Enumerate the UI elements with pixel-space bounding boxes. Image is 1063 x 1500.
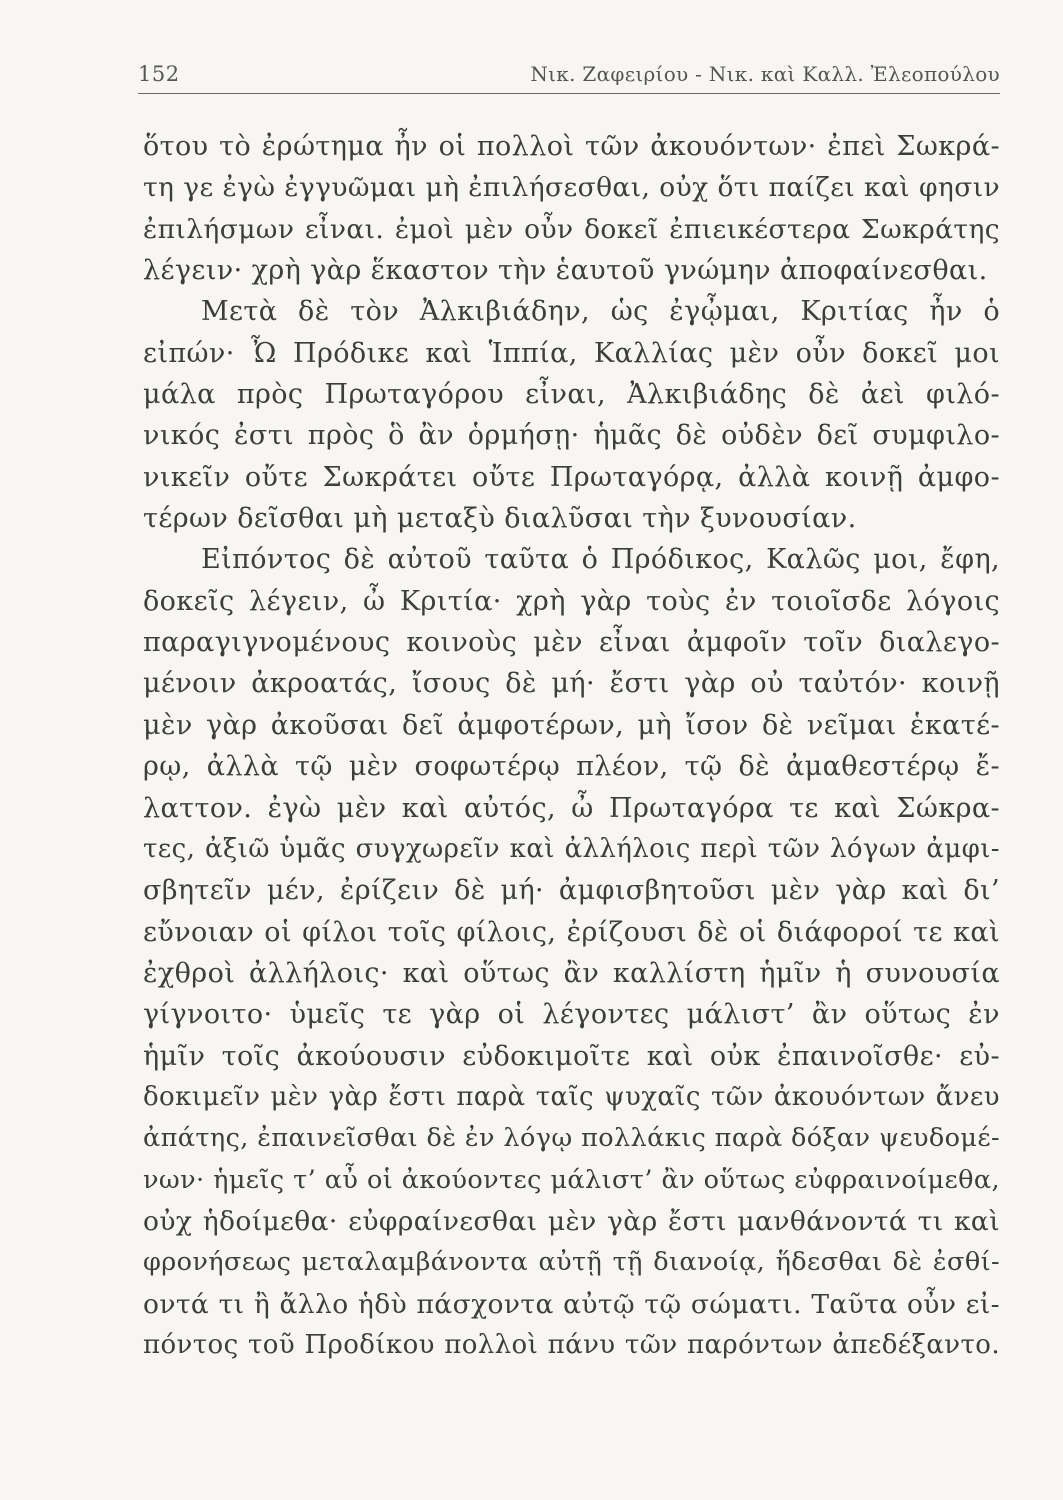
text-line: λέγειν· χρὴ γὰρ ἕκαστον τὴν ἑαυτοῦ γνώμην ἀποφαίνεσθαι.	[143, 255, 988, 287]
text-line: παραγιγνομένους κοινοὺς μὲν εἶναι ἀμφοῖν τοῖν διαλεγο-	[143, 627, 1000, 659]
running-head	[138, 58, 1000, 92]
running-title: Νικ. Ζαφειρίου - Νικ. καὶ Καλλ. Ἐλεοπούλου	[530, 62, 1000, 86]
text-line: λαττον. ἐγὼ μὲν καὶ αὐτός, ὦ Πρωταγόρα τε καὶ Σώκρα-	[143, 792, 1000, 824]
text-line: σβητεῖν μέν, ἐρίζειν δὲ μή· ἀμφισβητοῦσι μὲν γὰρ καὶ δι’	[143, 875, 1000, 907]
text-line: δοκιμεῖν μὲν γὰρ ἔστι παρὰ ταῖς ψυχαῖς τῶν ἀκουόντων ἄνευ	[143, 1081, 1000, 1112]
header-rule	[138, 93, 1000, 94]
text-line: τέρων δεῖσθαι μὴ μεταξὺ διαλῦσαι τὴν ξυνουσίαν.	[143, 503, 857, 535]
text-line: νων· ἡμεῖς τ’ αὖ οἱ ἀκούοντες μάλιστ’ ἂν οὕτως εὐφραινοίμεθα,	[143, 1164, 1000, 1195]
text-line: ἡμῖν τοῖς ἀκούουσιν εὐδοκιμοῖτε καὶ οὐκ ἐπαινοῖσθε· εὐ-	[143, 1040, 1000, 1072]
text-line: οντά τι ἢ ἄλλο ἡδὺ πάσχοντα αὐτῷ τῷ σώματι. Ταῦτα οὖν εἰ-	[143, 1288, 1000, 1320]
text-line: φρονήσεως μεταλαμβάνοντα αὐτῇ τῇ διανοίᾳ, ἥδεσθαι δὲ ἐσθί-	[143, 1247, 1000, 1278]
text-line: οὐχ ἡδοίμεθα· εὐφραίνεσθαι μὲν γὰρ ἔστι μανθάνοντά τι καὶ	[143, 1205, 1000, 1237]
text-line: ὅτου τὸ ἐρώτημα ἦν οἱ πολλοὶ τῶν ἀκουόντων· ἐπεὶ Σωκρά-	[143, 131, 1000, 162]
text-line: εὔνοιαν οἱ φίλοι τοῖς φίλοις, ἐρίζουσι δὲ οἱ διάφοροί τε καὶ	[143, 916, 1000, 948]
text-line: πόντος τοῦ Προδίκου πολλοὶ πάνυ τῶν παρόντων ἀπεδέξαντο.	[143, 1329, 1000, 1360]
text-line: μάλα πρὸς Πρωταγόρου εἶναι, Ἀλκιβιάδης δὲ ἀεὶ φιλό-	[143, 379, 1000, 411]
page-number: 152	[138, 62, 180, 86]
text-line: ἐπιλήσμων εἶναι. ἐμοὶ μὲν οὖν δοκεῖ ἐπιεικέστερα Σωκράτης	[143, 213, 1000, 245]
text-line: νικεῖν οὔτε Σωκράτει οὔτε Πρωταγόρᾳ, ἀλλὰ κοινῇ ἀμφο-	[143, 461, 1000, 493]
text-line: δοκεῖς λέγειν, ὦ Κριτία· χρὴ γὰρ τοὺς ἐν τοιοῖσδε λόγοις	[143, 585, 1000, 617]
text-line: μὲν γὰρ ἀκοῦσαι δεῖ ἀμφοτέρων, μὴ ἴσον δὲ νεῖμαι ἑκατέ-	[143, 709, 1000, 741]
text-line: εἰπών· Ὦ Πρόδικε καὶ Ἱππία, Καλλίας μὲν οὖν δοκεῖ μοι	[143, 337, 1000, 369]
text-line: γίγνοιτο· ὑμεῖς τε γὰρ οἱ λέγοντες μάλιστ’ ἂν οὕτως ἐν	[143, 999, 1000, 1031]
text-line: ἀπάτης, ἐπαινεῖσθαι δὲ ἐν λόγῳ πολλάκις παρὰ δόξαν ψευδομέ-	[143, 1123, 1000, 1154]
text-line: Μετὰ δὲ τὸν Ἀλκιβιάδην, ὡς ἐγᾦμαι, Κριτίας ἦν ὁ	[201, 296, 1000, 328]
text-line: τες, ἀξιῶ ὑμᾶς συγχωρεῖν καὶ ἀλλήλοις περὶ τῶν λόγων ἀμφι-	[143, 833, 1000, 864]
text-line: Εἰπόντος δὲ αὐτοῦ ταῦτα ὁ Πρόδικος, Καλῶς μοι, ἔφη,	[201, 544, 1000, 576]
text-line: μένοιν ἀκροατάς, ἴσους δὲ μή· ἔστι γὰρ οὐ ταὐτόν· κοινῇ	[143, 668, 1000, 700]
text-line: τη γε ἐγὼ ἐγγυῶμαι μὴ ἐπιλήσεσθαι, οὐχ ὅτι παίζει καὶ φησιν	[143, 172, 1000, 204]
text-line: ἐχθροὶ ἀλλήλοις· καὶ οὕτως ἂν καλλίστη ἡμῖν ἡ συνουσία	[143, 957, 1000, 989]
body-text	[143, 126, 1000, 1366]
text-line: νικός ἐστι πρὸς ὃ ἂν ὁρμήσῃ· ἡμᾶς δὲ οὐδὲν δεῖ συμφιλο-	[143, 420, 1000, 452]
text-line: ρῳ, ἀλλὰ τῷ μὲν σοφωτέρῳ πλέον, τῷ δὲ ἀμαθεστέρῳ ἔ-	[143, 751, 1000, 783]
